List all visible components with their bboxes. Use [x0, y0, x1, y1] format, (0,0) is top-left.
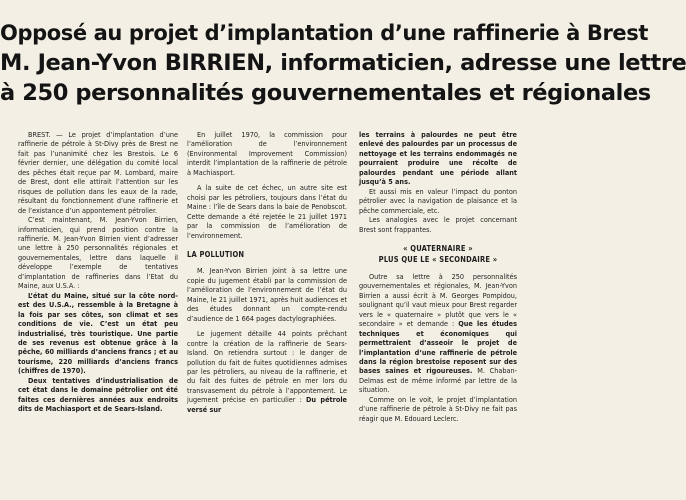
column-2 — [187, 130, 347, 500]
article-headline — [0, 18, 686, 108]
paragraph-bold-text: Du pétrole versé sur — [187, 395, 347, 414]
paragraph — [359, 272, 517, 395]
paragraph-text: M. Chaban-Delmas est de même informé par lettre de la situation. — [359, 366, 517, 395]
article-body — [15, 130, 520, 500]
paragraph: Les analogies avec le projet concernant Brest sont frappantes. — [359, 215, 517, 234]
paragraph: C’est maintenant, M. Jean-Yvon Birrien, informaticien, qui prend position contre la raffinerie. M. Jean-Yvon Birrien vient d’adresser une lettre à 250 personnalités régionales et gouvernementales, lettre dans laquelle il développe l’exemple de tentatives d’implantation de raffineries dans l’Etat du Maine, aux U.S.A. : — [18, 215, 178, 291]
section-subhead: LA POLLUTION — [187, 249, 245, 259]
column-3 — [359, 130, 517, 500]
paragraph: En juillet 1970, la commission pour l’amélioration de l’environnement (Environmental Improvement Commission) interdit l’implantation de la raffinerie de pétrole à Machiasport. — [187, 130, 347, 177]
paragraph-bold: Deux tentatives d’industrialisation de cet état dans le domaine pétrolier ont été faites ces dernières années aux endroits dits de Machiasport et de Sears-Island. — [18, 375, 178, 414]
paragraph-bold-text: Que les études techniques et économiques qui permettraient d’asseoir le projet de l’implantation d’une raffinerie de pétrole dans la région brestoise reposent sur des bases saines et rigoureuses. — [359, 319, 517, 376]
headline-line-2: M. Jean-Yvon BIRRIEN, informaticien, adresse une lettre — [0, 50, 686, 76]
headline-line-1: Opposé au projet d’implantation d’une raffinerie à Brest — [0, 21, 649, 45]
paragraph-text: Outre sa lettre à 250 personnalités gouvernementales et régionales, M. Jean-Yvon Birrien a aussi écrit à M. Georges Pompidou, soulignant qu’il vaut mieux pour Brest regarder vers le « quaternaire » plutôt que vers le « secondaire » et demande : — [359, 271, 517, 329]
paragraph-bold: les terrains à palourdes ne peut être enlevé des palourdes par un processus de nettoyage et les terrains endommagés ne pourraient produire une récolte de palourdes pendant une période allant jusqu’à 5 ans. — [359, 130, 517, 187]
headline-line-3: à 250 personnalités gouvernementales et régionales — [0, 80, 651, 106]
paragraph-bold: L’état du Maine, situé sur la côte nord-est des U.S.A., ressemble à la Bretagne à la fois par ses côtes, son climat et ses conditions de vie. C’est un état peu industrialisé, très touristique. Une partie de ses revenus est obtenue grâce à la pêche, 60 milliards d’anciens francs ; et au tourisme, 220 milliards d’anciens francs (chiffres de 1970). — [18, 290, 178, 376]
paragraph: Comme on le voit, le projet d’implantation d’une raffinerie de pétrole à St-Divy ne fait pas réagir que M. Edouard Leclerc. — [359, 394, 517, 423]
paragraph-text: Le jugement détaille 44 points prêchant contre la création de la raffinerie de Sears-Island. On retiendra surtout : le danger de pollution du fait de fuites quotidiennes admises par les pétroliers, au niveau de la raffinerie, et du fait des fuites de pétrole en mer lors du transvasement du pétrole à l’appontement. Le jugement précise en particulier : — [187, 329, 347, 405]
paragraph: A la suite de cet échec, un autre site est choisi par les pétroliers, toujours dans l’état du Maine : l’île de Sears dans la baie de Penobscot. Cette demande a été rejetée le 21 juillet 1971 par la commission de l’amélioration de l’environnement. — [187, 183, 347, 240]
paragraph — [187, 329, 347, 414]
paragraph: M. Jean-Yvon Birrien joint à sa lettre une copie du jugement établi par la commission de l’amélioration de l’environnement de l’état du Maine, le 21 juillet 1971, après huit audiences et des études donnant un compte-rendu d’audience de 1 664 pages dactylographiées. — [187, 266, 347, 323]
section-subhead: « QUATERNAIRE » — [403, 243, 473, 253]
paragraph: BREST. — Le projet d’implantation d’une raffinerie de pétrole à St-Divy près de Brest ne fait pas l’unanimité chez les Brestois. Le 6 février dernier, une délégation du comité local des pêches était reçue par M. Lombard, maire de Brest, dont elle attirait l’attention sur les risques de pollution dans les eaux de la rade, résultant du fonctionnement d’une raffinerie et de l’existance d’un appontement pétrolier. — [18, 130, 178, 215]
column-1 — [18, 130, 178, 500]
paragraph: Et aussi mis en valeur l’impact du ponton pétrolier avec la navigation de plaisance et la pêche commerciale, etc. — [359, 186, 517, 215]
section-subhead: PLUS QUE LE « SECONDAIRE » — [378, 255, 498, 265]
